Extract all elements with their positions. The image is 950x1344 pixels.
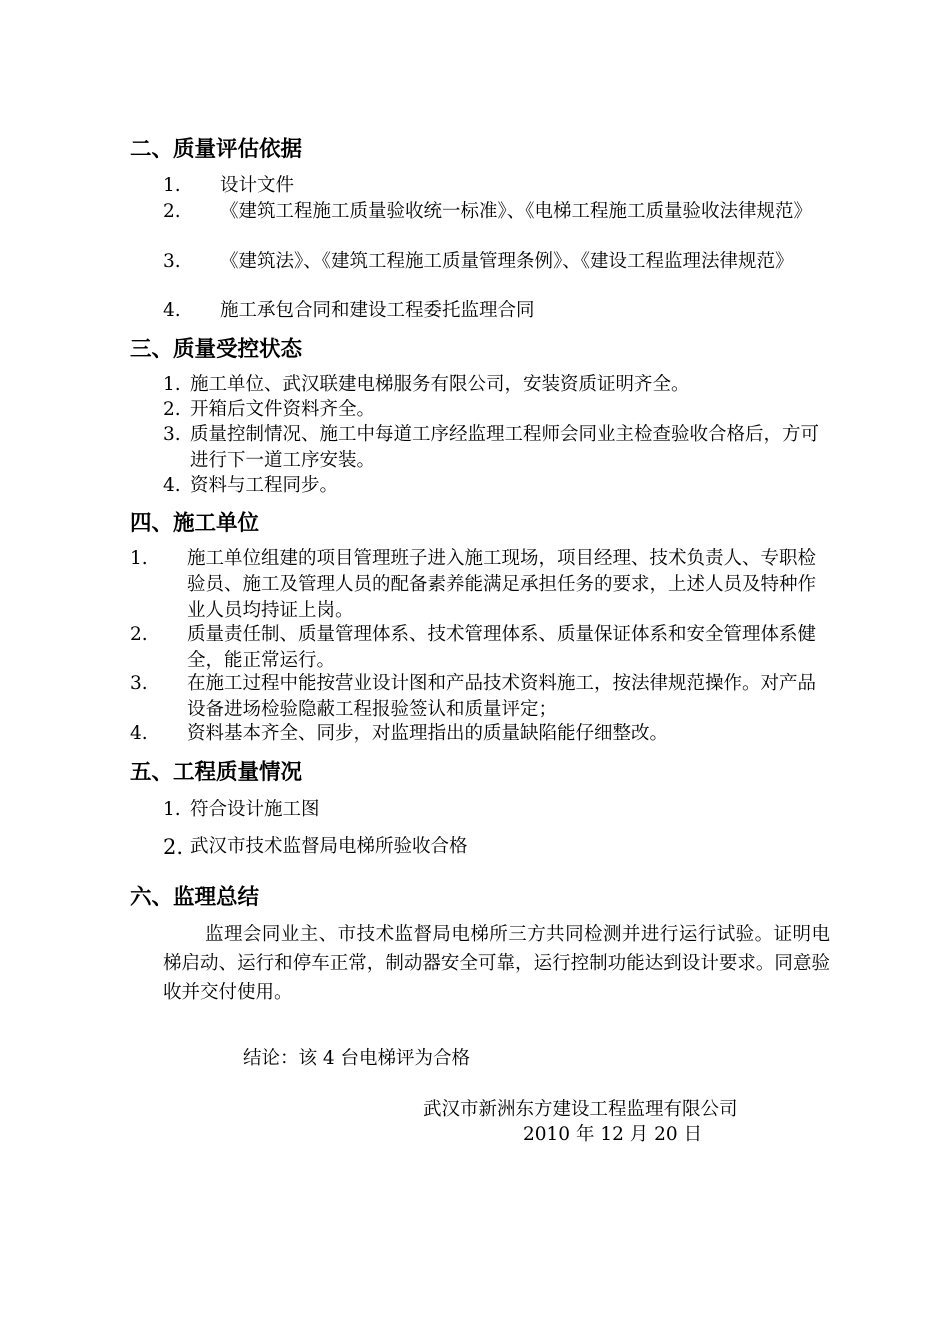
item-text: 资料与工程同步。 — [190, 475, 339, 496]
item-number: 3. — [130, 673, 148, 694]
list-item — [130, 546, 833, 624]
item-number: 2. — [163, 835, 184, 859]
summary-paragraph: 监理会同业主、市技术监督局电梯所三方共同检测并进行运行试验。证明电梯启动、运行和停车正常，制动器安全可靠，运行控制功能达到设计要求。同意验收并交付使用。 — [163, 924, 830, 1003]
list-item — [130, 721, 833, 747]
conclusion-text: 结论：该 4 台电梯评为合格 — [243, 1048, 471, 1069]
item-text: 符合设计施工图 — [190, 799, 320, 820]
section-3-heading: 三、质量受控状态 — [130, 337, 303, 362]
item-number: 1. — [163, 799, 181, 820]
list-item — [163, 298, 833, 324]
item-text: 《建筑法》、《建筑工程施工质量管理条例》、《建设工程监理法律规范》 — [220, 251, 794, 272]
item-number: 3. — [163, 251, 181, 272]
list-item — [130, 622, 833, 674]
list-item — [163, 199, 833, 251]
section-4-heading: 四、施工单位 — [130, 511, 260, 536]
section-6-heading: 六、监理总结 — [130, 885, 260, 910]
item-number: 1. — [163, 175, 181, 196]
signature-company: 武汉市新洲东方建设工程监理有限公司 — [423, 1099, 738, 1120]
item-text: 开箱后文件资料齐全。 — [190, 399, 376, 420]
list-item — [163, 834, 833, 862]
item-number: 2. — [130, 624, 148, 645]
section-5-heading: 五、工程质量情况 — [130, 760, 303, 785]
item-number: 1. — [130, 548, 148, 569]
list-item — [163, 372, 833, 398]
item-text: 在施工过程中能按营业设计图和产品技术资料施工，按法律规范操作。对产品设备进场检验隐蔽工程报验签认和质量评定； — [187, 673, 817, 720]
item-text: 资料基本齐全、同步，对监理指出的质量缺陷能仔细整改。 — [187, 723, 669, 744]
item-text: 质量控制情况、施工中每道工序经监理工程师会同业主检查验收合格后，方可进行下一道工序安装。 — [190, 424, 820, 471]
item-text: 施工单位、武汉联建电梯服务有限公司，安装资质证明齐全。 — [190, 374, 690, 395]
signature-date: 2010 年 12 月 20 日 — [523, 1124, 703, 1145]
item-number: 3. — [163, 424, 181, 445]
item-number: 4. — [163, 300, 181, 321]
list-item — [163, 397, 833, 423]
item-number: 1. — [163, 374, 181, 395]
item-number: 4. — [130, 723, 148, 744]
list-item — [163, 473, 833, 499]
list-item — [163, 249, 833, 301]
item-text: 武汉市技术监督局电梯所验收合格 — [190, 836, 468, 857]
list-item — [163, 173, 833, 199]
section-2-heading: 二、质量评估依据 — [130, 137, 303, 162]
item-text: 质量责任制、质量管理体系、技术管理体系、质量保证体系和安全管理体系健全，能正常运行。 — [187, 624, 817, 671]
list-item — [163, 422, 833, 474]
item-text: 《建筑工程施工质量验收统一标准》、《电梯工程施工质量验收法律规范》 — [220, 201, 813, 222]
list-item — [130, 671, 833, 723]
item-text: 施工承包合同和建设工程委托监理合同 — [220, 300, 535, 321]
item-text: 设计文件 — [220, 175, 295, 196]
item-number: 2. — [163, 201, 181, 222]
item-text: 施工单位组建的项目管理班子进入施工现场，项目经理、技术负责人、专职检验员、施工及管理人员的配备素养能满足承担任务的要求，上述人员及特种作业人员均持证上岗。 — [187, 548, 817, 621]
list-item — [163, 797, 833, 823]
item-number: 4. — [163, 475, 181, 496]
item-number: 2. — [163, 399, 181, 420]
